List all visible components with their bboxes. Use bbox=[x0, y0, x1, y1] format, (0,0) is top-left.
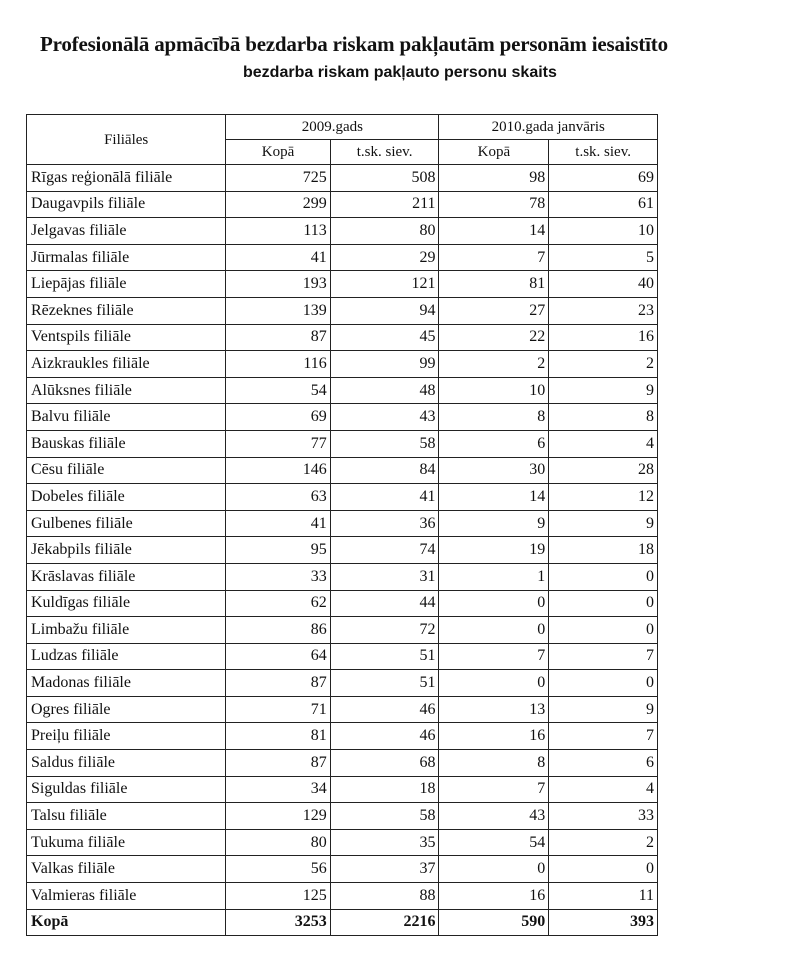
value-2009-women-cell: 88 bbox=[330, 883, 439, 910]
value-2009-total-cell: 87 bbox=[226, 750, 330, 777]
value-2010-total-cell: 7 bbox=[439, 643, 549, 670]
value-2009-women-cell: 45 bbox=[330, 324, 439, 351]
table-row bbox=[27, 404, 658, 431]
value-2010-women-cell: 7 bbox=[549, 723, 658, 750]
value-2010-total-cell: 8 bbox=[439, 404, 549, 431]
value-2010-women-cell: 7 bbox=[549, 643, 658, 670]
value-2009-women-cell: 35 bbox=[330, 829, 439, 856]
value-2010-women-cell: 0 bbox=[549, 563, 658, 590]
value-2009-women-cell: 68 bbox=[330, 750, 439, 777]
value-2009-total-cell: 129 bbox=[226, 803, 330, 830]
value-2010-total-cell: 16 bbox=[439, 883, 549, 910]
table-row bbox=[27, 750, 658, 777]
branch-name-cell: Rīgas reģionālā filiāle bbox=[27, 165, 226, 192]
table-row bbox=[27, 723, 658, 750]
value-2010-women-cell: 4 bbox=[549, 776, 658, 803]
branch-name-cell: Rēzeknes filiāle bbox=[27, 297, 226, 324]
value-2010-total-cell: 98 bbox=[439, 165, 549, 192]
branch-name-cell: Limbažu filiāle bbox=[27, 617, 226, 644]
value-2010-women-cell: 0 bbox=[549, 617, 658, 644]
value-2010-women-cell: 12 bbox=[549, 484, 658, 511]
table-row bbox=[27, 617, 658, 644]
branch-name-cell: Cēsu filiāle bbox=[27, 457, 226, 484]
value-2009-total-cell: 725 bbox=[226, 165, 330, 192]
value-2009-total-cell: 86 bbox=[226, 617, 330, 644]
branch-name-cell: Krāslavas filiāle bbox=[27, 563, 226, 590]
value-2009-women-cell: 58 bbox=[330, 430, 439, 457]
value-2010-women-cell: 16 bbox=[549, 324, 658, 351]
value-2009-total-cell: 77 bbox=[226, 430, 330, 457]
table-row bbox=[27, 883, 658, 910]
table-row bbox=[27, 776, 658, 803]
value-2009-total-cell: 41 bbox=[226, 244, 330, 271]
value-2010-women-cell: 61 bbox=[549, 191, 658, 218]
value-2010-women-cell: 11 bbox=[549, 883, 658, 910]
branch-name-cell: Ventspils filiāle bbox=[27, 324, 226, 351]
value-2010-women-cell: 9 bbox=[549, 510, 658, 537]
value-2009-total-cell: 146 bbox=[226, 457, 330, 484]
table-row bbox=[27, 803, 658, 830]
branch-name-cell: Bauskas filiāle bbox=[27, 430, 226, 457]
column-group-2010: 2010.gada janvāris bbox=[439, 115, 658, 140]
value-2009-total-cell: 3253 bbox=[226, 909, 330, 936]
value-2009-total-cell: 69 bbox=[226, 404, 330, 431]
table-row bbox=[27, 457, 658, 484]
table-row bbox=[27, 510, 658, 537]
branch-name-cell: Daugavpils filiāle bbox=[27, 191, 226, 218]
value-2010-women-cell: 23 bbox=[549, 297, 658, 324]
value-2009-total-cell: 62 bbox=[226, 590, 330, 617]
value-2010-women-cell: 33 bbox=[549, 803, 658, 830]
value-2010-total-cell: 0 bbox=[439, 590, 549, 617]
value-2009-women-cell: 72 bbox=[330, 617, 439, 644]
table-row bbox=[27, 537, 658, 564]
value-2009-women-cell: 84 bbox=[330, 457, 439, 484]
value-2010-women-cell: 393 bbox=[549, 909, 658, 936]
table-row bbox=[27, 351, 658, 378]
value-2009-women-cell: 211 bbox=[330, 191, 439, 218]
column-header-branch: Filiāles bbox=[27, 115, 226, 165]
table-row bbox=[27, 856, 658, 883]
value-2009-total-cell: 139 bbox=[226, 297, 330, 324]
table-row bbox=[27, 696, 658, 723]
value-2010-total-cell: 0 bbox=[439, 856, 549, 883]
value-2010-total-cell: 13 bbox=[439, 696, 549, 723]
value-2010-total-cell: 78 bbox=[439, 191, 549, 218]
value-2010-total-cell: 0 bbox=[439, 617, 549, 644]
branch-name-cell: Aizkraukles filiāle bbox=[27, 351, 226, 378]
branch-name-cell: Kopā bbox=[27, 909, 226, 936]
value-2010-total-cell: 0 bbox=[439, 670, 549, 697]
value-2009-total-cell: 64 bbox=[226, 643, 330, 670]
branch-name-cell: Siguldas filiāle bbox=[27, 776, 226, 803]
value-2009-total-cell: 116 bbox=[226, 351, 330, 378]
branch-name-cell: Ogres filiāle bbox=[27, 696, 226, 723]
branch-name-cell: Preiļu filiāle bbox=[27, 723, 226, 750]
value-2010-total-cell: 54 bbox=[439, 829, 549, 856]
branch-name-cell: Saldus filiāle bbox=[27, 750, 226, 777]
table-row bbox=[27, 297, 658, 324]
table-row bbox=[27, 670, 658, 697]
value-2009-women-cell: 18 bbox=[330, 776, 439, 803]
value-2009-total-cell: 63 bbox=[226, 484, 330, 511]
value-2010-total-cell: 6 bbox=[439, 430, 549, 457]
value-2010-total-cell: 590 bbox=[439, 909, 549, 936]
value-2009-total-cell: 193 bbox=[226, 271, 330, 298]
table-row bbox=[27, 430, 658, 457]
value-2009-women-cell: 29 bbox=[330, 244, 439, 271]
value-2009-women-cell: 46 bbox=[330, 723, 439, 750]
branch-name-cell: Alūksnes filiāle bbox=[27, 377, 226, 404]
value-2010-total-cell: 7 bbox=[439, 244, 549, 271]
table-row bbox=[27, 271, 658, 298]
value-2010-total-cell: 43 bbox=[439, 803, 549, 830]
value-2010-women-cell: 18 bbox=[549, 537, 658, 564]
value-2009-women-cell: 46 bbox=[330, 696, 439, 723]
value-2010-women-cell: 0 bbox=[549, 590, 658, 617]
value-2010-total-cell: 8 bbox=[439, 750, 549, 777]
branch-name-cell: Ludzas filiāle bbox=[27, 643, 226, 670]
branch-name-cell: Talsu filiāle bbox=[27, 803, 226, 830]
value-2010-women-cell: 2 bbox=[549, 351, 658, 378]
value-2010-total-cell: 14 bbox=[439, 218, 549, 245]
value-2009-women-cell: 99 bbox=[330, 351, 439, 378]
branch-name-cell: Liepājas filiāle bbox=[27, 271, 226, 298]
value-2010-women-cell: 40 bbox=[549, 271, 658, 298]
value-2010-total-cell: 30 bbox=[439, 457, 549, 484]
value-2009-women-cell: 2216 bbox=[330, 909, 439, 936]
value-2009-women-cell: 80 bbox=[330, 218, 439, 245]
value-2009-total-cell: 113 bbox=[226, 218, 330, 245]
branch-name-cell: Jēkabpils filiāle bbox=[27, 537, 226, 564]
column-group-2009: 2009.gads bbox=[226, 115, 439, 140]
value-2010-total-cell: 27 bbox=[439, 297, 549, 324]
table-row bbox=[27, 218, 658, 245]
value-2010-women-cell: 0 bbox=[549, 670, 658, 697]
value-2009-total-cell: 34 bbox=[226, 776, 330, 803]
value-2010-women-cell: 9 bbox=[549, 377, 658, 404]
table-row bbox=[27, 484, 658, 511]
branch-name-cell: Jūrmalas filiāle bbox=[27, 244, 226, 271]
table-total-row bbox=[27, 909, 658, 936]
value-2010-total-cell: 2 bbox=[439, 351, 549, 378]
table-row bbox=[27, 590, 658, 617]
value-2010-women-cell: 8 bbox=[549, 404, 658, 431]
table-row bbox=[27, 244, 658, 271]
branches-table bbox=[26, 114, 658, 936]
table-body bbox=[27, 165, 658, 936]
value-2009-women-cell: 37 bbox=[330, 856, 439, 883]
branch-name-cell: Kuldīgas filiāle bbox=[27, 590, 226, 617]
value-2009-total-cell: 95 bbox=[226, 537, 330, 564]
branch-name-cell: Madonas filiāle bbox=[27, 670, 226, 697]
value-2010-women-cell: 0 bbox=[549, 856, 658, 883]
value-2010-women-cell: 9 bbox=[549, 696, 658, 723]
page-subtitle: bezdarba riskam pakļauto personu skaits bbox=[243, 64, 557, 81]
column-header-2010-total: Kopā bbox=[439, 140, 549, 165]
value-2009-women-cell: 44 bbox=[330, 590, 439, 617]
branch-name-cell: Dobeles filiāle bbox=[27, 484, 226, 511]
value-2009-women-cell: 43 bbox=[330, 404, 439, 431]
value-2010-women-cell: 28 bbox=[549, 457, 658, 484]
table-row bbox=[27, 191, 658, 218]
value-2010-total-cell: 19 bbox=[439, 537, 549, 564]
branch-name-cell: Valkas filiāle bbox=[27, 856, 226, 883]
value-2009-women-cell: 48 bbox=[330, 377, 439, 404]
value-2009-women-cell: 58 bbox=[330, 803, 439, 830]
branch-name-cell: Gulbenes filiāle bbox=[27, 510, 226, 537]
value-2009-women-cell: 508 bbox=[330, 165, 439, 192]
branch-name-cell: Valmieras filiāle bbox=[27, 883, 226, 910]
value-2009-total-cell: 125 bbox=[226, 883, 330, 910]
value-2009-women-cell: 51 bbox=[330, 643, 439, 670]
branch-name-cell: Tukuma filiāle bbox=[27, 829, 226, 856]
value-2009-women-cell: 94 bbox=[330, 297, 439, 324]
table-row bbox=[27, 643, 658, 670]
value-2010-total-cell: 22 bbox=[439, 324, 549, 351]
table-row bbox=[27, 324, 658, 351]
value-2009-women-cell: 74 bbox=[330, 537, 439, 564]
page-title: Profesionālā apmācībā bezdarba riskam pakļautām personām iesaistīto bbox=[40, 32, 668, 56]
table-row bbox=[27, 377, 658, 404]
value-2009-women-cell: 121 bbox=[330, 271, 439, 298]
column-header-2009-total: Kopā bbox=[226, 140, 330, 165]
value-2009-total-cell: 299 bbox=[226, 191, 330, 218]
value-2009-total-cell: 33 bbox=[226, 563, 330, 590]
value-2010-total-cell: 1 bbox=[439, 563, 549, 590]
value-2010-women-cell: 10 bbox=[549, 218, 658, 245]
value-2009-total-cell: 81 bbox=[226, 723, 330, 750]
value-2009-total-cell: 56 bbox=[226, 856, 330, 883]
column-header-2009-women: t.sk. siev. bbox=[330, 140, 439, 165]
table-row bbox=[27, 165, 658, 192]
value-2009-total-cell: 87 bbox=[226, 670, 330, 697]
value-2009-total-cell: 54 bbox=[226, 377, 330, 404]
table-row bbox=[27, 829, 658, 856]
value-2009-total-cell: 41 bbox=[226, 510, 330, 537]
value-2010-women-cell: 5 bbox=[549, 244, 658, 271]
value-2009-women-cell: 36 bbox=[330, 510, 439, 537]
value-2009-women-cell: 31 bbox=[330, 563, 439, 590]
value-2010-total-cell: 7 bbox=[439, 776, 549, 803]
value-2009-total-cell: 87 bbox=[226, 324, 330, 351]
value-2009-women-cell: 51 bbox=[330, 670, 439, 697]
column-header-2010-women: t.sk. siev. bbox=[549, 140, 658, 165]
value-2010-women-cell: 69 bbox=[549, 165, 658, 192]
table-row bbox=[27, 563, 658, 590]
value-2009-total-cell: 71 bbox=[226, 696, 330, 723]
value-2010-women-cell: 2 bbox=[549, 829, 658, 856]
branch-name-cell: Balvu filiāle bbox=[27, 404, 226, 431]
value-2010-total-cell: 10 bbox=[439, 377, 549, 404]
value-2009-total-cell: 80 bbox=[226, 829, 330, 856]
value-2010-women-cell: 6 bbox=[549, 750, 658, 777]
value-2010-total-cell: 14 bbox=[439, 484, 549, 511]
value-2010-women-cell: 4 bbox=[549, 430, 658, 457]
value-2009-women-cell: 41 bbox=[330, 484, 439, 511]
value-2010-total-cell: 16 bbox=[439, 723, 549, 750]
value-2010-total-cell: 9 bbox=[439, 510, 549, 537]
value-2010-total-cell: 81 bbox=[439, 271, 549, 298]
branch-name-cell: Jelgavas filiāle bbox=[27, 218, 226, 245]
